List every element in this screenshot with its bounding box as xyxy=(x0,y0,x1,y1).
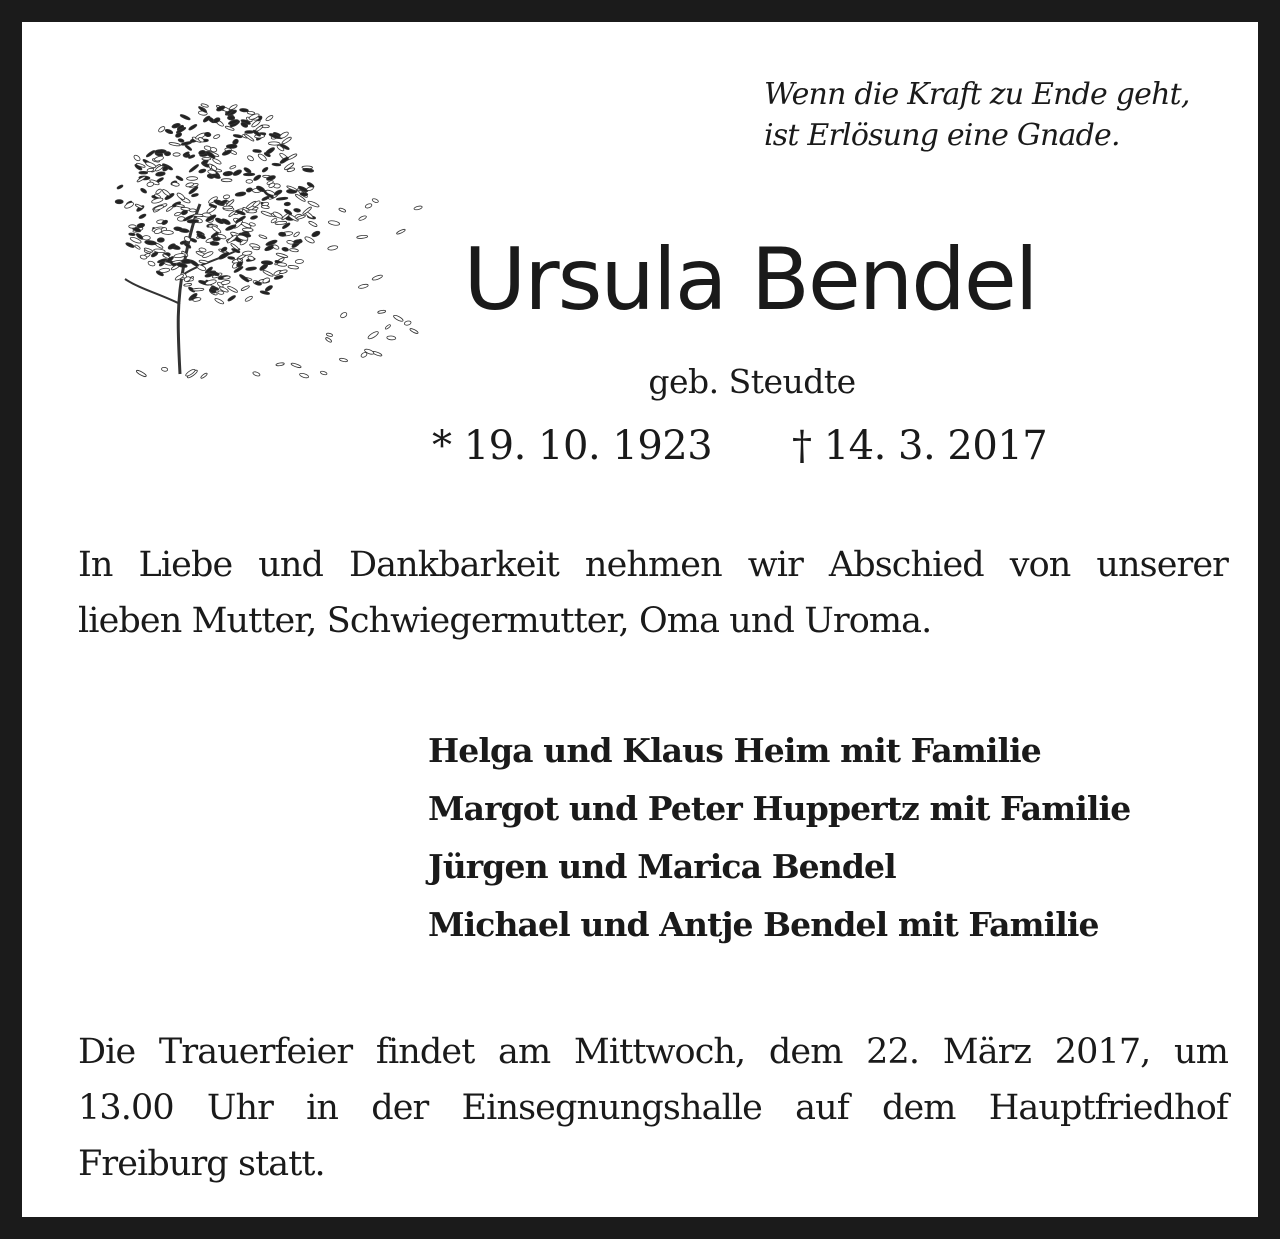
service-text xyxy=(78,1024,1228,1192)
deceased-name: Ursula Bendel xyxy=(463,230,1037,330)
death-date: † 14. 3. 2017 xyxy=(792,423,1048,469)
mourner-2: Margot und Peter Huppertz mit Familie xyxy=(428,789,1131,828)
motto-line-2: ist Erlösung eine Gnade. xyxy=(764,118,1120,153)
service-line-3: Freiburg statt. xyxy=(78,1144,325,1184)
farewell-line-2: lieben Mutter, Schwiegermutter, Oma und Uroma. xyxy=(78,601,932,641)
farewell-text xyxy=(78,537,1228,649)
mourner-3: Jürgen und Marica Bendel xyxy=(428,847,896,886)
mourner-4: Michael und Antje Bendel mit Familie xyxy=(428,905,1099,944)
birth-name: geb. Steudte xyxy=(648,362,856,401)
service-line-2: 13.00 Uhr in der Einsegnungshalle auf dem Hauptfriedhof xyxy=(78,1088,1228,1128)
birth-date: * 19. 10. 1923 xyxy=(432,423,713,469)
wind-blown-tree-icon xyxy=(80,74,440,404)
mourner-1: Helga und Klaus Heim mit Familie xyxy=(428,731,1041,770)
motto-line-1: Wenn die Kraft zu Ende geht, xyxy=(764,77,1190,112)
farewell-line-1: In Liebe und Dankbarkeit nehmen wir Abschied von unserer xyxy=(78,545,1228,585)
motto-quote xyxy=(764,74,1234,156)
service-line-1: Die Trauerfeier findet am Mittwoch, dem 22. März 2017, um xyxy=(78,1032,1228,1072)
mourners-list xyxy=(428,722,1248,954)
